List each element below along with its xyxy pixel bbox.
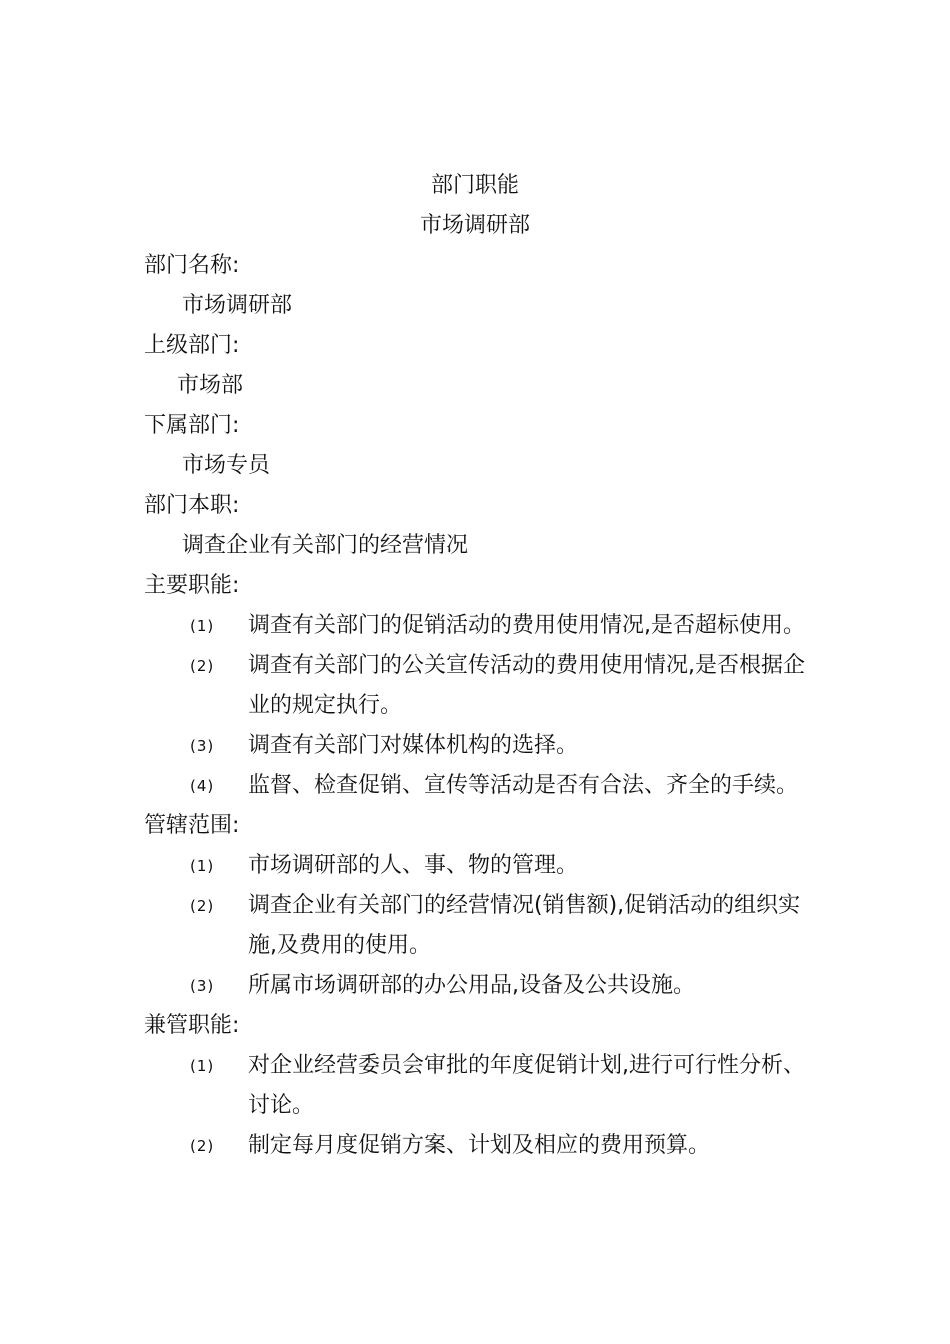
item-number: (2)	[190, 897, 215, 915]
list-item	[0, 1046, 950, 1126]
section-label-main-functions: 主要职能:	[144, 573, 240, 598]
list-item	[0, 886, 950, 966]
item-number: (1)	[190, 857, 215, 875]
section-value-dept-name: 市场调研部	[182, 293, 293, 318]
list-item	[0, 726, 950, 766]
concurrent-list	[0, 1046, 950, 1166]
scope-list	[0, 846, 950, 1006]
main-functions-list	[0, 606, 950, 806]
item-number: (2)	[190, 1137, 215, 1155]
section-value-dept-duty: 调查企业有关部门的经营情况	[182, 533, 469, 558]
item-text: 市场调研部的人、事、物的管理。	[248, 853, 579, 878]
section-label-parent-dept: 上级部门:	[144, 333, 240, 358]
section-value-parent-dept: 市场部	[177, 373, 244, 398]
section-label-concurrent: 兼管职能:	[144, 1013, 240, 1038]
list-item	[0, 846, 950, 886]
section-label-dept-name: 部门名称:	[144, 253, 240, 278]
item-number: (4)	[190, 777, 215, 795]
list-item	[0, 606, 950, 646]
list-item	[0, 1126, 950, 1166]
item-text: 制定每月度促销方案、计划及相应的费用预算。	[248, 1133, 711, 1158]
list-item	[0, 646, 950, 726]
doc-title: 部门职能	[430, 173, 519, 198]
item-text: 调查企业有关部门的经营情况(销售额),促销活动的组织实施,及费用的使用。	[248, 893, 801, 958]
item-number: (1)	[190, 617, 215, 635]
item-number: (1)	[190, 1057, 215, 1075]
section-label-scope: 管辖范围:	[144, 813, 240, 838]
item-number: (3)	[190, 977, 215, 995]
item-text: 对企业经营委员会审批的年度促销计划,进行可行性分析、讨论。	[248, 1053, 805, 1118]
list-item	[0, 966, 950, 1006]
list-item	[0, 766, 950, 806]
item-text: 调查有关部门的公关宣传活动的费用使用情况,是否根据企业的规定执行。	[248, 653, 805, 718]
item-text: 监督、检查促销、宣传等活动是否有合法、齐全的手续。	[248, 773, 799, 798]
section-label-sub-dept: 下属部门:	[144, 413, 240, 438]
item-text: 调查有关部门对媒体机构的选择。	[248, 733, 579, 758]
item-number: (2)	[190, 657, 215, 675]
section-label-dept-duty: 部门本职:	[144, 493, 240, 518]
section-value-sub-dept: 市场专员	[182, 453, 271, 478]
item-text: 所属市场调研部的办公用品,设备及公共设施。	[248, 973, 695, 998]
document-content	[0, 166, 950, 1166]
item-text: 调查有关部门的促销活动的费用使用情况,是否超标使用。	[248, 613, 805, 638]
item-number: (3)	[190, 737, 215, 755]
doc-subtitle: 市场调研部	[419, 213, 530, 238]
